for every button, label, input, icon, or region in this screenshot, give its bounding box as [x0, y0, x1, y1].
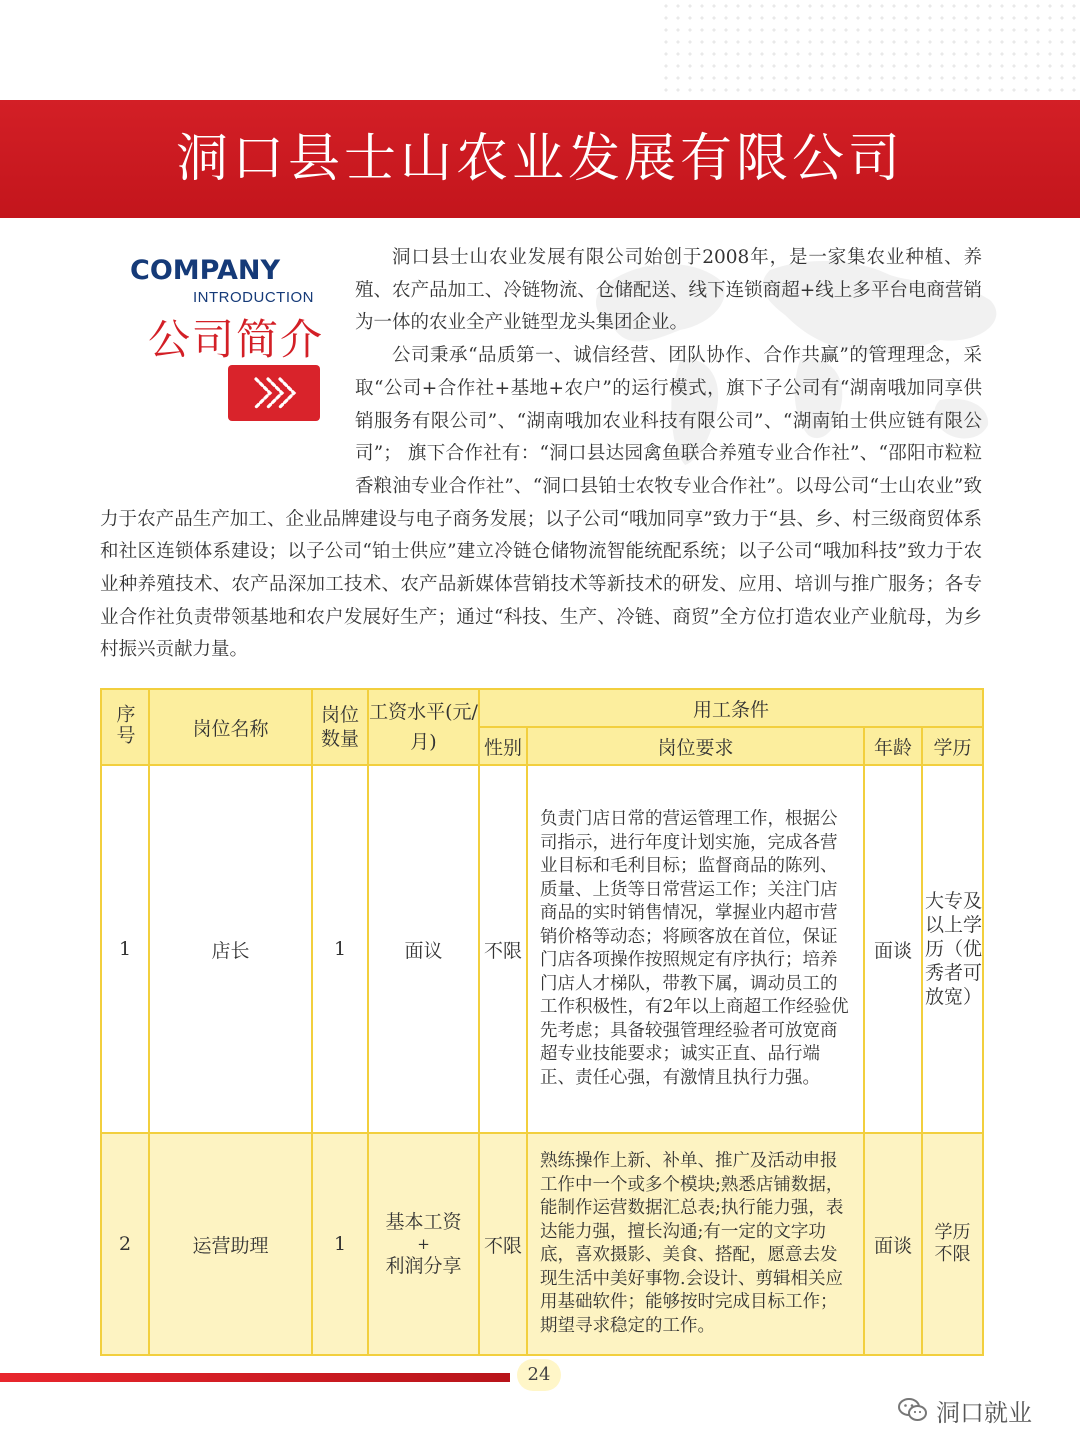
header-age: 年龄	[864, 727, 922, 765]
header-no: 序号	[101, 689, 149, 765]
cell-position-name: 运营助理	[149, 1133, 312, 1355]
cell-gender: 不限	[479, 1133, 527, 1355]
badge-chinese-title: 公司简介	[148, 315, 325, 364]
cell-position-name: 店长	[149, 765, 312, 1133]
badge-company-label: COMPANY	[130, 255, 280, 286]
watermark-text: 洞口就业	[936, 1398, 1032, 1427]
salary-profit-share: 利润分享	[385, 1255, 462, 1277]
table-row	[101, 1133, 983, 1355]
header-conditions: 用工条件	[479, 689, 983, 727]
cell-gender: 不限	[479, 765, 527, 1133]
header-gender: 性别	[479, 727, 527, 765]
cell-position-count: 1	[312, 1133, 368, 1355]
cell-salary	[368, 1133, 479, 1355]
header-salary: 工资水平(元/月)	[368, 689, 479, 765]
company-introduction-text	[100, 242, 982, 667]
cell-education: 学历不限	[922, 1133, 983, 1355]
cell-position-count: 1	[312, 765, 368, 1133]
cell-requirements: 熟练操作上新、补单、推广及活动申报工作中一个或多个模块;熟悉店铺数据，能制作运营数据汇总表;执行能力强，表达能力强，擅长沟通;有一定的文字功底，喜欢摄影、美食、搭配，愿意去发现生活中美好事物.会设计、剪辑相关应用基础软件；能够按时完成目标工作；期望寻求稳定的工作。	[527, 1133, 864, 1355]
header-requirements: 岗位要求	[527, 727, 864, 765]
cell-age: 面谈	[864, 765, 922, 1133]
salary-base: 基本工资	[385, 1211, 462, 1233]
cell-no: 2	[101, 1133, 149, 1355]
header-education: 学历	[922, 727, 983, 765]
account-watermark	[898, 1390, 1032, 1430]
cell-education: 大专及以上学历（优秀者可放宽）	[922, 765, 983, 1133]
salary-plus: +	[417, 1235, 430, 1253]
cell-age: 面谈	[864, 1133, 922, 1355]
cell-no: 1	[101, 765, 149, 1133]
cell-salary: 面议	[368, 765, 479, 1133]
footer-red-bar	[0, 1373, 510, 1382]
header-position-count: 岗位数量	[312, 689, 368, 765]
cell-requirements: 负责门店日常的营运管理工作，根据公司指示，进行年度计划实施，完成各营业目标和毛利目标；监督商品的陈列、质量、上货等日常营运工作；关注门店商品的实时销售情况，掌握业内超市营销价格等动态；将顾客放在首位，保证门店各项操作按照规定有序执行；培养门店人才梯队，带教下属，调动员工的工作积极性，有2年以上商超工作经验优先考虑；具备较强管理经验者可放宽商超专业技能要求；诚实正直、品行端正、责任心强，有激情且执行力强。	[527, 765, 864, 1133]
wechat-icon	[898, 1397, 928, 1423]
header-position-name: 岗位名称	[149, 689, 312, 765]
table-row	[101, 765, 983, 1133]
decorative-dot-pattern	[660, 0, 1080, 100]
page-title: 洞口县士山农业发展有限公司	[175, 129, 904, 189]
intro-paragraph-1: 洞口县士山农业发展有限公司始创于2008年，是一家集农业种植、养殖、农产品加工、冷链物流、仓储配送、线下连锁商超+线上多平台电商营销为一体的农业全产业链型龙头集团企业。	[355, 247, 982, 334]
intro-paragraph-2: 公司秉承“品质第一、诚信经营、团队协作、合作共赢”的管理理念，采取“公司+合作社+基地+农户”的运行模式，旗下子公司有“湖南哦加同享供销服务有限公司”、“湖南哦加农业科技有限公司”、“湖南铂士供应链有限公司”； 旗下合作社有：“洞口县达园禽鱼联合养殖专业合作社”、“邵阳市粒粒香粮油专业合作社”、“洞口县铂士农牧专业合作社”。以母公司“士山农业”致力于农产品生产加工、企业品牌建设与电子商务发展；以子公司“哦加同享”致力于“县、乡、村三级商贸体系和社区连锁体系建设；以子公司“铂士供应”建立冷链仓储物流智能统配系统；以子公司“哦加科技”致力于农业种养殖技术、农产品深加工技术、农产品新媒体营销技术等新技术的研发、应用、培训与推广服务；各专业合作社负责带领基地和农户发展好生产；通过“科技、生产、冷链、商贸”全方位打造农业产业航母，为乡村振兴贡献力量。	[100, 345, 982, 661]
job-listing-table	[100, 688, 984, 1356]
badge-introduction-label: INTRODUCTION	[193, 289, 314, 306]
page-number: 24	[517, 1359, 561, 1391]
